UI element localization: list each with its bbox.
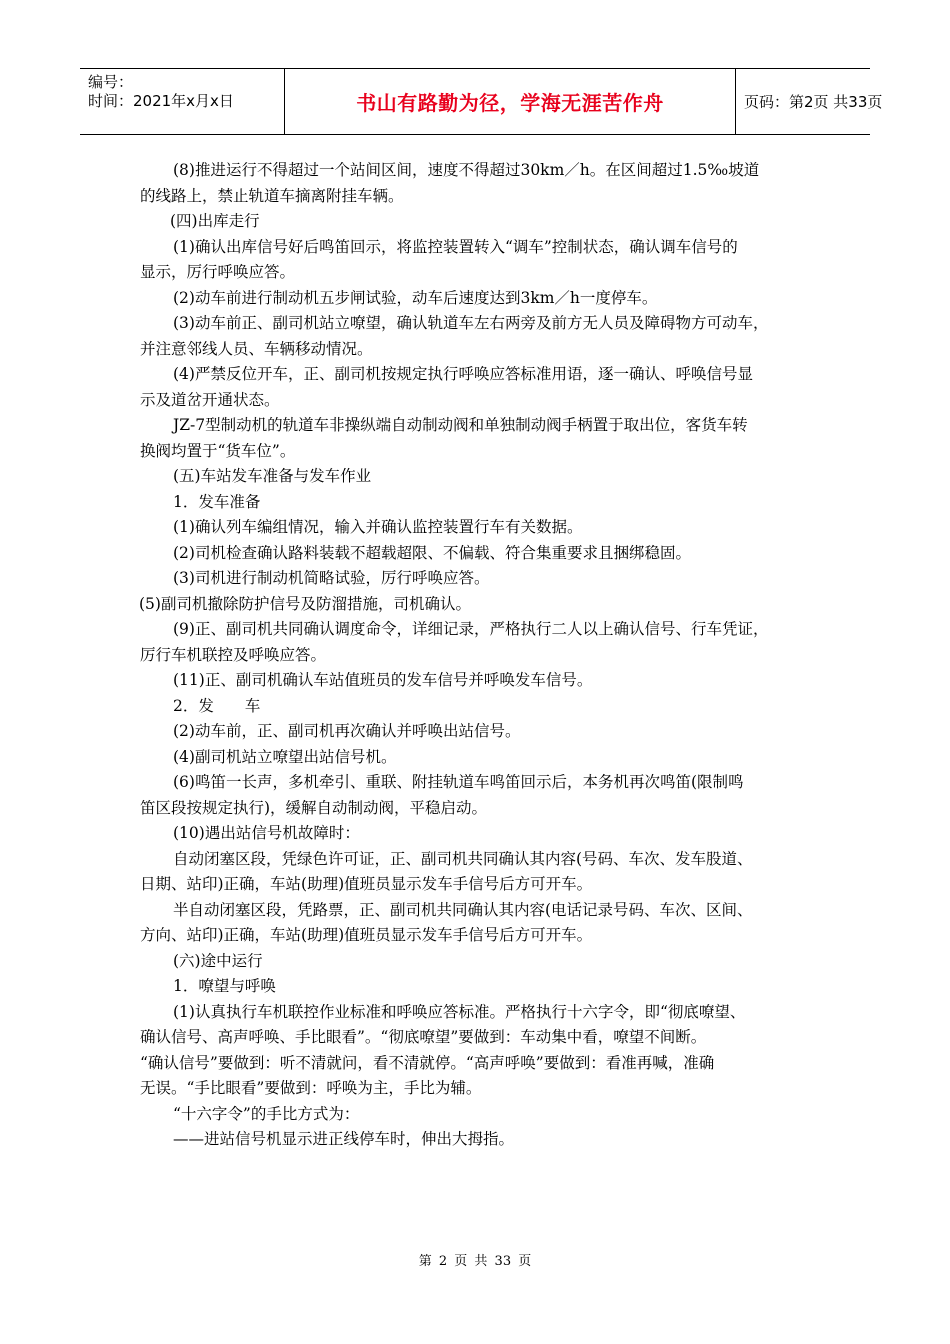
body-line: 确认信号、高声呼唤、手比眼看”。“彻底嘹望”要做到：车动集中看，嘹望不间断。 bbox=[140, 1028, 707, 1046]
document-body bbox=[140, 158, 810, 1153]
header-motto: 书山有路勤为径，学海无涯苦作舟 bbox=[356, 91, 664, 115]
header-page-number: 页码：第2页 共33页 bbox=[744, 93, 883, 111]
body-line: (4)严禁反位开车，正、副司机按规定执行呼唤应答标准用语，逐一确认、呼唤信号显 bbox=[173, 365, 753, 383]
document-number-label: 编号： bbox=[88, 73, 134, 91]
body-line: (10)遇出站信号机故障时： bbox=[173, 824, 360, 842]
body-line: (4)副司机站立嘹望出站信号机。 bbox=[173, 747, 397, 766]
body-line: (2)动车前进行制动机五步闸试验，动车后速度达到3km／h一度停车。 bbox=[173, 288, 658, 307]
body-line: 自动闭塞区段，凭绿色许可证，正、副司机共同确认其内容(号码、车次、发车股道、 bbox=[173, 849, 753, 868]
subsection-heading: 2．发 车 bbox=[173, 696, 261, 715]
body-line: (2)司机检查确认路料装载不超载超限、不偏载、符合集重要求且捆绑稳固。 bbox=[173, 543, 691, 562]
body-line: 日期、站印)正确，车站(助理)值班员显示发车手信号后方可开车。 bbox=[140, 875, 593, 893]
header-page-cell bbox=[736, 69, 883, 134]
body-line: “确认信号”要做到：听不清就问，看不清就停。“高声呼唤”要做到：看准再喊，准确 bbox=[140, 1053, 715, 1072]
header-motto-cell bbox=[284, 69, 736, 134]
body-line: 厉行车机联控及呼唤应答。 bbox=[140, 645, 327, 664]
body-line: 半自动闭塞区段，凭路票，正、副司机共同确认其内容(电话记录号码、车次、区间、 bbox=[173, 900, 753, 919]
body-line: (3)动车前正、副司机站立嘹望，确认轨道车左右两旁及前方无人员及障碍物方可动车， bbox=[173, 314, 769, 332]
body-line: (1)确认出库信号好后鸣笛回示，将监控装置转入“调车”控制状态，确认调车信号的 bbox=[173, 237, 738, 256]
page-footer: 第 2 页 共 33 页 bbox=[418, 1254, 532, 1269]
header-meta-cell bbox=[80, 69, 284, 134]
subsection-heading: 1．嘹望与呼唤 bbox=[173, 977, 276, 995]
body-line: (1)确认列车编组情况，输入并确认监控装置行车有关数据。 bbox=[173, 518, 583, 536]
section-heading: (五)车站发车准备与发车作业 bbox=[173, 467, 372, 485]
document-header bbox=[80, 68, 883, 135]
body-line: (9)正、副司机共同确认调度命令，详细记录，严格执行二人以上确认信号、行车凭证， bbox=[173, 620, 769, 638]
section-heading: (四)出库走行 bbox=[170, 212, 260, 230]
body-line: (8)推进运行不得超过一个站间区间，速度不得超过30km／h。在区间超过1.5‰坡道 bbox=[173, 161, 760, 179]
body-line: (6)鸣笛一长声，多机牵引、重联、附挂轨道车鸣笛回示后，本务机再次鸣笛(限制鸣 bbox=[173, 773, 744, 791]
body-line: 示及道岔开通状态。 bbox=[140, 390, 280, 409]
subsection-heading: 1．发车准备 bbox=[173, 492, 261, 511]
body-line: (11)正、副司机确认车站值班员的发车信号并呼唤发车信号。 bbox=[173, 671, 593, 689]
body-line: (3)司机进行制动机简略试验，厉行呼唤应答。 bbox=[173, 569, 490, 587]
body-line: 无误。“手比眼看”要做到：呼唤为主，手比为辅。 bbox=[140, 1079, 482, 1097]
body-line: (5)副司机撤除防护信号及防溜措施，司机确认。 bbox=[139, 594, 471, 613]
body-line: (1)认真执行车机联控作业标准和呼唤应答标准。严格执行十六字令，即“彻底嘹望、 bbox=[173, 1002, 746, 1021]
section-heading: (六)途中运行 bbox=[173, 951, 263, 970]
body-line: ——进站信号机显示进正线停车时，伸出大拇指。 bbox=[173, 1130, 515, 1148]
document-date-label: 时间：2021年x月x日 bbox=[88, 92, 234, 110]
body-line: 换阀均置于“货车位”。 bbox=[140, 441, 296, 460]
body-line: 的线路上，禁止轨道车摘离附挂车辆。 bbox=[140, 186, 404, 205]
body-line: (2)动车前，正、副司机再次确认并呼唤出站信号。 bbox=[173, 722, 521, 740]
body-line: “十六字令”的手比方式为： bbox=[173, 1104, 360, 1123]
body-line: 方向、站印)正确，车站(助理)值班员显示发车手信号后方可开车。 bbox=[140, 926, 593, 944]
body-line: 笛区段按规定执行)，缓解自动制动阀，平稳启动。 bbox=[140, 798, 488, 817]
body-line: 显示，厉行呼唤应答。 bbox=[140, 263, 296, 281]
body-line: 并注意邻线人员、车辆移动情况。 bbox=[140, 339, 373, 358]
body-line: JZ-7型制动机的轨道车非操纵端自动制动阀和单独制动阀手柄置于取出位，客货车转 bbox=[173, 416, 748, 434]
